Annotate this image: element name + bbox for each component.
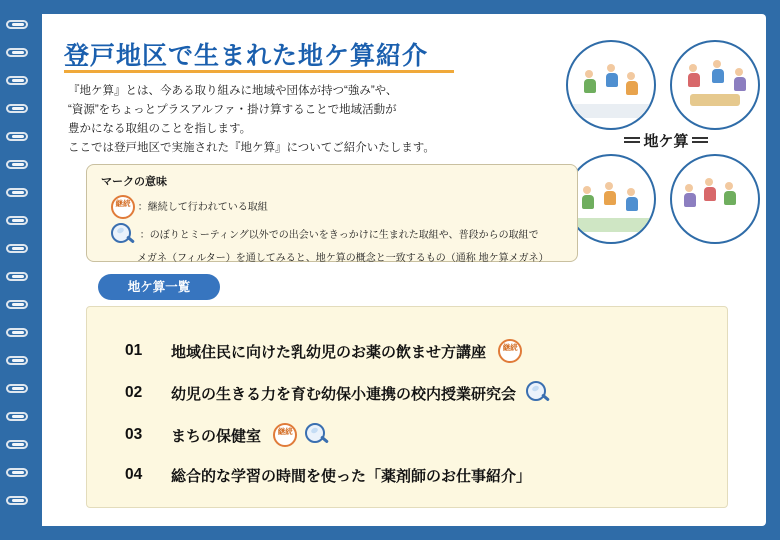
document-content: [46, 14, 766, 526]
people-gardening-illustration: [566, 154, 656, 244]
legend-item-keizoku-text: ：継続して行われている取組: [137, 201, 268, 213]
illustration-ground: [568, 104, 654, 118]
magnifier-icon: [305, 423, 331, 447]
section-tab-list: 地ケ算一覧: [98, 274, 220, 300]
item-list-panel: [86, 306, 728, 508]
ring-icon: [6, 188, 28, 197]
person-figure: [734, 68, 744, 91]
list-item-text: まちの保健室: [171, 427, 262, 445]
ring-icon: [6, 468, 28, 477]
page-title: 登戸地区で生まれた地ケ算紹介: [64, 42, 429, 70]
person-figure: [688, 64, 698, 87]
person-figure: [724, 182, 734, 205]
keizoku-badge-icon: 継続: [273, 423, 297, 447]
center-label-text: 地ケ算: [643, 133, 689, 150]
list-item-number: 03: [125, 425, 143, 443]
person-figure: [626, 188, 636, 211]
intro-line-4: ここでは登戸地区で実施された『地ケ算』についてご紹介いたします。: [68, 141, 435, 154]
illustration-ground: [568, 218, 654, 232]
list-item: [125, 339, 522, 363]
list-item-number: 04: [125, 466, 143, 484]
intro-line-1: 『地ケ算』とは、今ある取り組みに地域や団体が持つ“強み”や、: [68, 85, 398, 97]
ring-icon: [6, 328, 28, 337]
legend-item-megane: [111, 223, 549, 266]
magnifier-handle: [541, 393, 550, 401]
list-item-text: 幼児の生きる力を育む幼保小連携の校内授業研究会: [171, 385, 517, 403]
intro-paragraph: [68, 82, 568, 158]
ring-icon: [6, 20, 28, 29]
keizoku-badge-icon: 継続: [111, 195, 135, 219]
spiral-rings: [4, 14, 40, 526]
person-figure: [684, 184, 694, 207]
people-group-illustration: [670, 154, 760, 244]
legend-item-megane-text-line2: メガネ（フィルター）を通してみると、地ケ算の概念と一致するもの（通称 地ケ算メガネ）: [137, 253, 549, 264]
person-figure: [584, 70, 594, 93]
person-figure: [704, 178, 714, 201]
table-shape: [690, 94, 740, 106]
intro-line-3: 豊かになる取組のことを指します。: [68, 122, 252, 135]
legend-box: [86, 164, 578, 262]
illustration-cluster: [566, 34, 766, 254]
person-figure: [712, 60, 722, 83]
title-underline: [64, 70, 454, 73]
ring-icon: [6, 76, 28, 85]
magnifier-handle: [126, 235, 135, 243]
ring-icon: [6, 300, 28, 309]
ring-icon: [6, 216, 28, 225]
people-presentation-illustration: [566, 40, 656, 130]
ring-icon: [6, 160, 28, 169]
legend-heading: マークの意味: [101, 176, 167, 188]
magnifier-handle: [320, 435, 329, 443]
ring-icon: [6, 104, 28, 113]
keizoku-badge-icon: 継続: [498, 339, 522, 363]
person-figure: [606, 64, 616, 87]
person-figure: [626, 72, 636, 95]
person-figure: [604, 182, 614, 205]
magnifier-icon: [111, 223, 137, 247]
list-item: [125, 381, 552, 405]
illustration-center-label: [610, 130, 722, 151]
legend-item-keizoku: [111, 195, 268, 219]
list-item: [125, 465, 531, 486]
intro-line-2: “資源”をちょっとプラスアルファ・掛け算することで地域活動が: [68, 103, 397, 116]
right-decoration: [692, 141, 708, 143]
ring-icon: [6, 132, 28, 141]
ring-icon: [6, 440, 28, 449]
ring-icon: [6, 48, 28, 57]
ring-icon: [6, 496, 28, 505]
person-figure: [582, 186, 592, 209]
list-item-text: 総合的な学習の時間を使った「薬剤師のお仕事紹介」: [171, 468, 532, 485]
ring-icon: [6, 244, 28, 253]
ring-icon: [6, 356, 28, 365]
list-item-text: 地域住民に向けた乳幼児のお薬の飲ませ方講座: [171, 343, 487, 361]
list-item: [125, 423, 331, 447]
people-meeting-illustration: [670, 40, 760, 130]
legend-item-megane-text-line1: ：のぼりとミーティング以外での出会いをきっかけに生まれた取組や、普段からの取組で: [139, 229, 539, 241]
left-decoration: [624, 141, 640, 143]
ring-icon: [6, 412, 28, 421]
magnifier-icon: [526, 381, 552, 405]
ring-icon: [6, 384, 28, 393]
ring-icon: [6, 272, 28, 281]
list-item-number: 02: [125, 383, 143, 401]
list-item-number: 01: [125, 341, 143, 359]
